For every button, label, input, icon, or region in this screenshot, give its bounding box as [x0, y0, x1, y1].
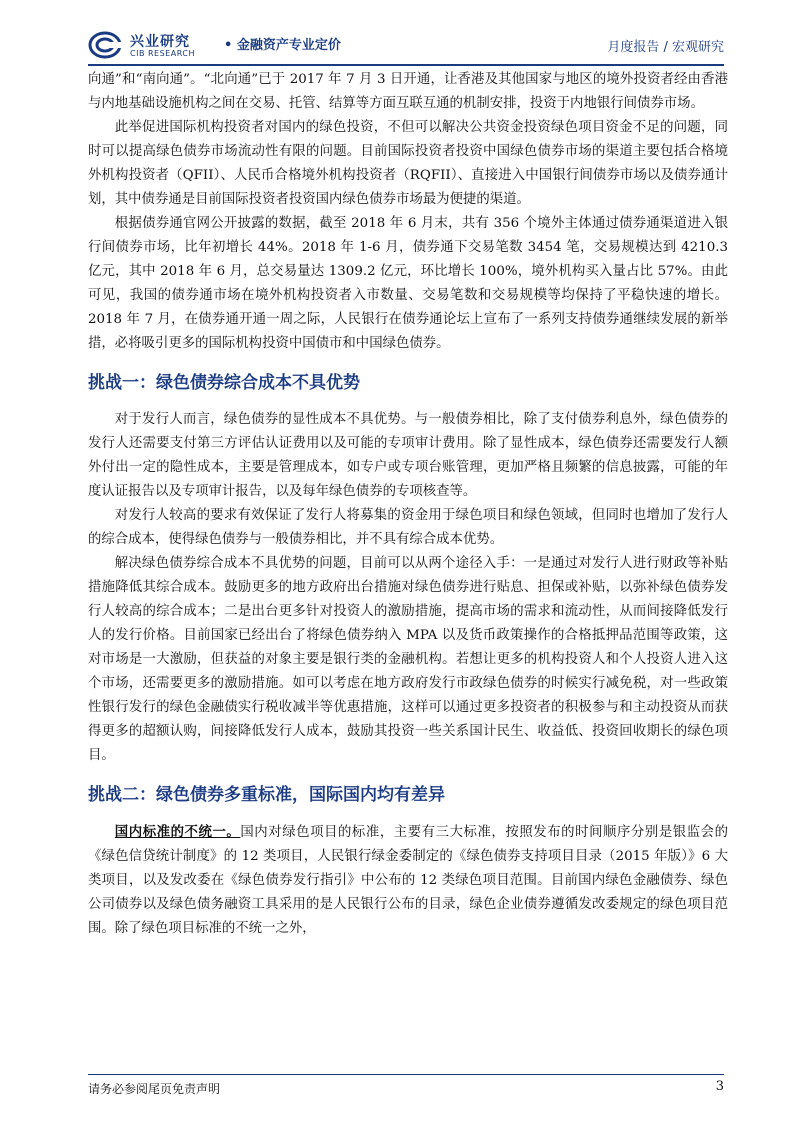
paragraph-bond-connect-data: 根据债券通官网公开披露的数据，截至 2018 年 6 月末，共有 356 个境外主体通过债券通渠道进入银行间债券市场，比年初增长 44%。2018 年 1-6 月，债券通下交易笔数 3454 笔，交易规模达到 4210.3 亿元，其中 2018 年 6 月，总交易量达 1309.2 亿元，环比增长 100%，境外机构买入量占比 57%。由此可见，我国的债券通市场在境外机构投资者入市数量、交易笔数和交易规模等均保持了平稳快速的增长。2018 年 7 月，在债券通开通一周之际，人民银行在债券通论坛上宣布了一系列支持债券通继续发展的新举措，必将吸引更多的国际机构投资中国债市和中国绿色债券。 — [88, 216, 728, 351]
paragraph-bond-connect-intro: 向通”和“南向通”。“北向通”已于 2017 年 7 月 3 日开通，让香港及其他国家与地区的境外投资者经由香港与内地基础设施机构之间在交易、托管、结算等方面互联互通的机制安排，投资于内地银行间债券市场。 — [88, 72, 728, 111]
brand-name-en: CIB RESEARCH — [130, 49, 195, 58]
footer-divider — [88, 1074, 724, 1075]
document-body — [88, 68, 728, 941]
domestic-standards-text: 国内对绿色项目的标准，主要有三大标准，按照发布的时间顺序分别是银监会的《绿色信贷统计制度》的 12 类项目，人民银行绿金委制定的《绿色债券支持项目目录（2015 年版）》6 大类项目，以及发改委在《绿色债券发行指引》中公布的 12 类绿色项目范围。目前国内绿色金融债券、绿色公司债券以及绿色债务融资工具采用的是人民银行公布的目录，绿色企业债券遵循发改委规定的绿色项目范围。除了绿色项目标准的不统一之外， — [88, 825, 729, 936]
page-number: 3 — [715, 1079, 724, 1094]
disclaimer-note: 请务必参阅尾页免责声明 — [88, 1082, 221, 1096]
cib-logo-icon — [88, 30, 122, 60]
header-divider — [88, 64, 724, 66]
paragraph-explicit-cost: 对于发行人而言，绿色债券的显性成本不具优势。与一般债券相比，除了支付债券利息外，绿色债券的发行人还需要支付第三方评估认证费用以及可能的专项审计费用。除了显性成本，绿色债券还需要发行人额外付出一定的隐性成本，主要是管理成本，如专户或专项台账管理，更加严格且频繁的信息披露，可能的年度认证报告以及专项审计报告，以及每年绿色债券的专项核查等。 — [88, 412, 728, 499]
page-header — [88, 28, 724, 64]
paragraph-issuer-requirements: 对发行人较高的要求有效保证了发行人将募集的资金用于绿色项目和绿色领域，但同时也增加了发行人的综合成本，使得绿色债券与一般债券相比，并不具有综合成本优势。 — [88, 508, 728, 547]
brand-tagline: • 金融资产专业定价 — [224, 38, 341, 53]
domestic-standards-label: 国内标准的不统一。 — [114, 824, 241, 840]
report-type: 月度报告 / 宏观研究 — [607, 40, 724, 55]
section-title-challenge-2: 挑战二：绿色债券多重标准，国际国内均有差异 — [88, 785, 445, 805]
paragraph-cost-solutions: 解决绿色债券综合成本不具优势的问题，目前可以从两个途径入手：一是通过对发行人进行财政等补贴措施降低其综合成本。鼓励更多的地方政府出台措施对绿色债券进行贴息、担保或补贴，以弥补绿色债券发行人较高的综合成本；二是出台更多针对投资人的激励措施，提高市场的需求和流动性，从而间接降低发行人的发行价格。目前国家已经出台了将绿色债券纳入 MPA 以及货币政策操作的合格抵押品范围等政策，这对市场是一大激励，但获益的对象主要是银行类的金融机构。若想让更多的机构投资人和个人投资人进入这个市场，还需要更多的激励措施。如可以考虑在地方政府发行市政绿色债券的时候实行减免税，对一些政策性银行发行的绿色金融债实行税收减半等优惠措施，这样可以通过更多投资者的积极参与和主动投资从而获得更多的超额认购，间接降低发行人成本，鼓励其投资一些关系国计民生、收益低、投资回收期长的绿色项目。 — [88, 556, 728, 763]
paragraph-international-investors: 此举促进国际机构投资者对国内的绿色投资，不但可以解决公共资金投资绿色项目资金不足的问题，同时可以提高绿色债券市场流动性有限的问题。目前国际投资者投资中国绿色债券市场的渠道主要包括合格境外机构投资者（QFII）、人民币合格境外机构投资者（RQFII）、直接进入中国银行间债券市场以及债券通计划，其中债券通是目前国际投资者投资国内绿色债券市场最为便捷的渠道。 — [88, 120, 728, 207]
paragraph-domestic-standards — [88, 820, 728, 941]
brand-name: 兴业研究 — [130, 34, 190, 50]
section-title-challenge-1: 挑战一：绿色债券综合成本不具优势 — [88, 373, 360, 393]
